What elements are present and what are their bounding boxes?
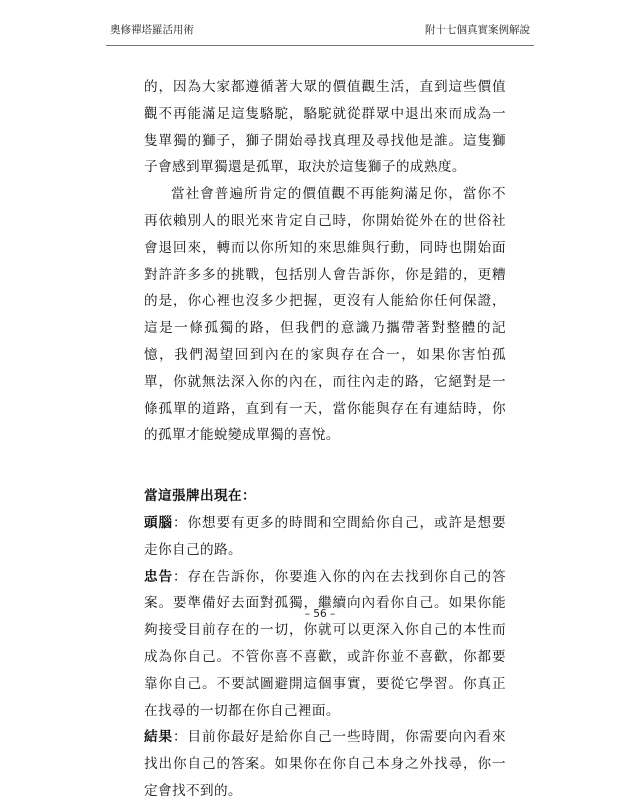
page-number: – 56 – <box>304 608 336 620</box>
entry-text: 存在告訴你，你要進入你的內在去找到你自己的答案。要準備好去面對孤獨，繼續向內看你自己。如果你能夠接受目前存在的一切，你就可以更深入你自己的本性而成為你自己。不管你喜不喜歡，或許你並不喜歡，你都要靠你自己。不要試圖避開這個事實，要從它學習。你真正在找尋的一切都在你自己裡面。 <box>144 568 506 719</box>
entry-result <box>144 724 506 804</box>
entry-separator: ： <box>173 568 188 585</box>
running-header <box>106 22 534 40</box>
entry-label: 頭腦 <box>144 514 173 531</box>
entry-mind <box>144 510 506 564</box>
entry-advice <box>144 564 506 725</box>
header-divider <box>106 45 534 46</box>
entry-separator: ： <box>173 729 188 746</box>
paragraph: 的，因為大家都遵循著大眾的價值觀生活，直到這些價值觀不再能滿足這隻駱駝，駱駝就從群眾中退出來而成為一隻單獨的獅子，獅子開始尋找真理及尋找他是誰。這隻獅子會感到單獨還是孤單，取決於這隻獅子的成熟度。 <box>144 79 506 176</box>
page-body <box>144 74 506 805</box>
section-heading: 當這張牌出現在： <box>144 488 256 505</box>
entry-label: 忠告 <box>144 568 173 585</box>
paragraph: 當社會普遍所肯定的價值觀不再能夠滿足你，當你不再依賴別人的眼光來肯定自己時，你開始從外在的世俗社會退回來，轉而以你所知的來思維與行動，同時也開始面對許許多多的挑戰，包括別人會告訴你，你是錯的，更糟的是，你心裡也沒多少把握，更沒有人能給你任何保證，這是一條孤獨的路，但我們的意識乃攜帶著對整體的記憶，我們渴望回到內在的家與存在合一，如果你害怕孤單，你就無法深入你的內在，而往內走的路，它絕對是一條孤單的道路，直到有一天，當你能與存在有連結時，你的孤單才能蛻變成單獨的喜悅。 <box>144 186 506 444</box>
book-page <box>106 16 534 799</box>
entry-label: 結果 <box>144 729 173 746</box>
entry-separator: ： <box>173 514 188 531</box>
book-title-header: 奧修禪塔羅活用術 <box>110 24 194 36</box>
entry-text: 目前你最好是給你自己一些時間，你需要向內看來找出你自己的答案。如果你在你自己本身之外找尋，你一定會找不到的。 <box>144 729 506 799</box>
entry-text: 你想要有更多的時間和空間給你自己，或許是想要走你自己的路。 <box>144 514 506 558</box>
chapter-title-header: 附十七個真實案例解說 <box>425 24 530 36</box>
